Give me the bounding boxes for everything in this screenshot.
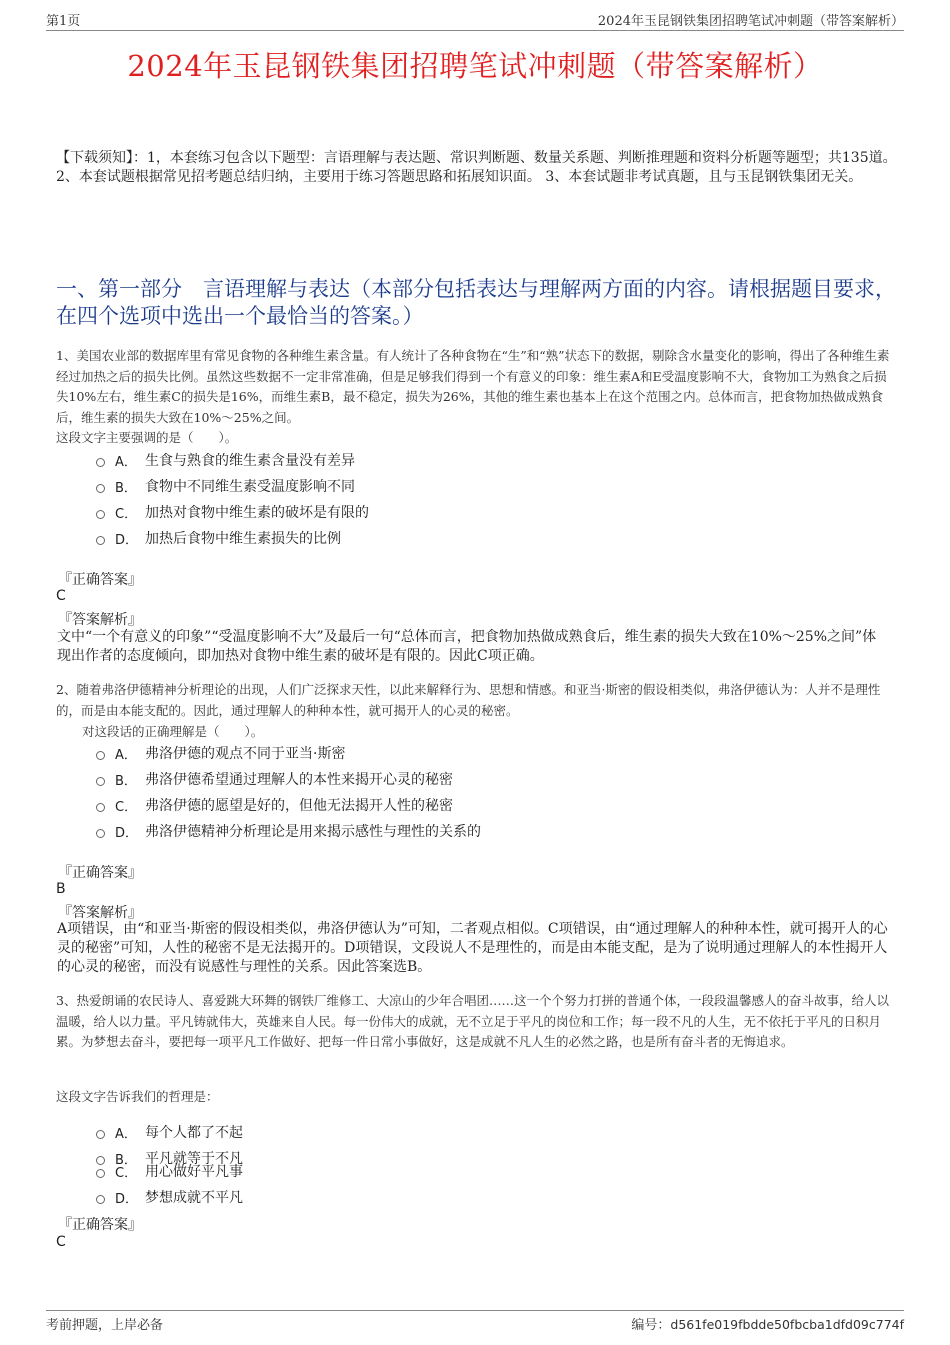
- question-3-answer: C: [56, 1234, 66, 1250]
- radio-icon[interactable]: [96, 1195, 105, 1204]
- question-3-text: 3、热爱朗诵的农民诗人、喜爱跳大环舞的钢铁厂维修工、大凉山的少年合唱团……这一个个努力打拼的普通个体，一段段温馨感人的奋斗故事，给人以温暖，给人以力量。平凡铸就伟大，英雄来自人民。每一份伟大的成就，无不立足于平凡的岗位和工作；每一段不凡的人生，无不依托于平凡的日积月累。为梦想去奋斗，要把每一项平凡工作做好、把每一件日常小事做好，这是成就不凡人生的必然之路，也是所有奋斗者的无悔追求。: [56, 993, 889, 1049]
- radio-icon[interactable]: [96, 484, 105, 493]
- option-letter: A．: [115, 747, 137, 763]
- option-letter: D．: [115, 825, 139, 841]
- radio-icon[interactable]: [96, 510, 105, 519]
- answer-heading: 『正确答案』: [58, 572, 142, 588]
- radio-icon[interactable]: [96, 777, 105, 786]
- question-1-option-d[interactable]: [96, 528, 341, 548]
- question-2-text: 2、随着弗洛伊德精神分析理论的出现，人们广泛探求天性，以此来解释行为、思想和情感。和亚当·斯密的假设相类似，弗洛伊德认为：人并不是理性的，而是由本能支配的。因此，通过理解人的种种本性，就可揭开人的心灵的秘密。: [56, 682, 881, 718]
- question-2-analysis: A项错误，由“和亚当·斯密的假设相类似，弗洛伊德认为”可知，二者观点相似。C项错误，由“通过理解人的种种本性，就可揭开人的心灵的秘密”可知，人性的秘密不是无法揭开的。D项错误，文段说人不是理性的，而是由本能支配，是为了说明通过理解人的本性揭开人的心灵的秘密，而没有说感性与理性的关系。因此答案选B。: [57, 921, 888, 975]
- footer-slogan: 考前押题，上岸必备: [46, 1318, 164, 1333]
- option-letter: A．: [115, 454, 137, 470]
- question-1-answer: C: [56, 588, 66, 604]
- header-doc-title: 2024年玉昆钢铁集团招聘笔试冲刺题（带答案解析）: [597, 14, 904, 29]
- radio-icon[interactable]: [96, 1169, 105, 1178]
- option-letter: D．: [115, 532, 139, 548]
- radio-icon[interactable]: [96, 829, 105, 838]
- option-letter: B．: [115, 480, 137, 496]
- option-text: 加热后食物中维生素损失的比例: [145, 531, 341, 547]
- question-2-option-b[interactable]: [96, 769, 453, 789]
- option-text: 梦想成就不平凡: [145, 1190, 243, 1206]
- question-2-option-a[interactable]: [96, 743, 345, 763]
- page-number: 第1页: [46, 14, 81, 29]
- question-2-answer: B: [56, 881, 66, 897]
- radio-icon[interactable]: [96, 751, 105, 760]
- question-1-text: 1、美国农业部的数据库里有常见食物的各种维生素含量。有人统计了各种食物在“生”和“熟”状态下的数据，剔除含水量变化的影响，得出了各种维生素经过加热之后的损失比例。虽然这些数据不一定非常准确，但是足够我们得到一个有意义的印象：维生素A和E受温度影响不大，食物加工为熟食之后损失10%左右，维生素C的损失是16%，而维生素B，最不稳定，损失为26%，其他的维生素也基本上在这个范围之内。总体而言，把食物加热做成熟食后，维生素的损失大致在10%～25%之间。: [56, 348, 890, 425]
- radio-icon[interactable]: [96, 1130, 105, 1139]
- option-text: 用心做好平凡事: [145, 1164, 243, 1180]
- option-text: 弗洛伊德的观点不同于亚当·斯密: [145, 746, 346, 762]
- option-letter: C．: [115, 506, 138, 522]
- answer-heading: 『正确答案』: [58, 1217, 142, 1233]
- footer-divider: [46, 1310, 904, 1311]
- question-3-option-d[interactable]: [96, 1187, 243, 1207]
- download-notice: 【下载须知】：1，本套练习包含以下题型：言语理解与表达题、常识判断题、数量关系题、判断推理题和资料分析题等题型；共135道。 2、本套试题根据常见招考题总结归纳，主要用于练习答题思路和拓展知识面。 3、本套试题非考试真题，且与玉昆钢铁集团无关。: [56, 150, 897, 185]
- question-1-prompt: 这段文字主要强调的是（ ）。: [56, 430, 238, 445]
- section-heading: 一、第一部分 言语理解与表达（本部分包括表达与理解两方面的内容。请根据题目要求，在四个选项中选出一个最恰当的答案。）: [56, 277, 896, 328]
- question-2-prompt: 对这段话的正确理解是（ ）。: [82, 724, 264, 739]
- option-letter: C．: [115, 799, 138, 815]
- footer-code-label: 编号：: [631, 1318, 671, 1333]
- option-text: 弗洛伊德希望通过理解人的本性来揭开心灵的秘密: [145, 772, 453, 788]
- option-letter: D．: [115, 1191, 139, 1207]
- question-1-option-b[interactable]: [96, 476, 355, 496]
- analysis-heading: 『答案解析』: [58, 905, 142, 921]
- question-2-option-c[interactable]: [96, 795, 453, 815]
- question-1-analysis: 文中“一个有意义的印象”“受温度影响不大”及最后一句“总体而言，把食物加热做成熟食后，维生素的损失大致在10%～25%之间”体现出作者的态度倾向，即加热对食物中维生素的破坏是有限的。因此C项正确。: [57, 629, 877, 664]
- option-text: 食物中不同维生素受温度影响不同: [145, 479, 355, 495]
- question-2-option-d[interactable]: [96, 821, 481, 841]
- footer-code-value: d561fe019fbdde50fbcba1dfd09c774f: [670, 1317, 904, 1332]
- question-1-option-a[interactable]: [96, 450, 355, 470]
- option-text: 平凡就等于不凡: [145, 1151, 243, 1167]
- footer-code: [631, 1314, 904, 1333]
- option-text: 每个人都了不起: [145, 1125, 243, 1141]
- header-divider: [46, 30, 904, 31]
- analysis-heading: 『答案解析』: [58, 612, 142, 628]
- radio-icon[interactable]: [96, 536, 105, 545]
- option-text: 弗洛伊德精神分析理论是用来揭示感性与理性的关系的: [145, 824, 481, 840]
- question-3-option-a[interactable]: [96, 1122, 243, 1142]
- question-3-prompt: 这段文字告诉我们的哲理是：: [56, 1089, 219, 1104]
- option-letter: A．: [115, 1126, 137, 1142]
- radio-icon[interactable]: [96, 458, 105, 467]
- page-title: 2024年玉昆钢铁集团招聘笔试冲刺题（带答案解析）: [127, 49, 823, 83]
- question-3-option-c[interactable]: [96, 1161, 243, 1181]
- radio-icon[interactable]: [96, 803, 105, 812]
- question-1-option-c[interactable]: [96, 502, 369, 522]
- option-letter: B．: [115, 1152, 137, 1168]
- option-letter: B．: [115, 773, 137, 789]
- option-text: 加热对食物中维生素的破坏是有限的: [145, 505, 369, 521]
- option-letter: C．: [115, 1165, 138, 1181]
- answer-heading: 『正确答案』: [58, 865, 142, 881]
- option-text: 弗洛伊德的愿望是好的，但他无法揭开人性的秘密: [145, 798, 453, 814]
- option-text: 生食与熟食的维生素含量没有差异: [145, 453, 355, 469]
